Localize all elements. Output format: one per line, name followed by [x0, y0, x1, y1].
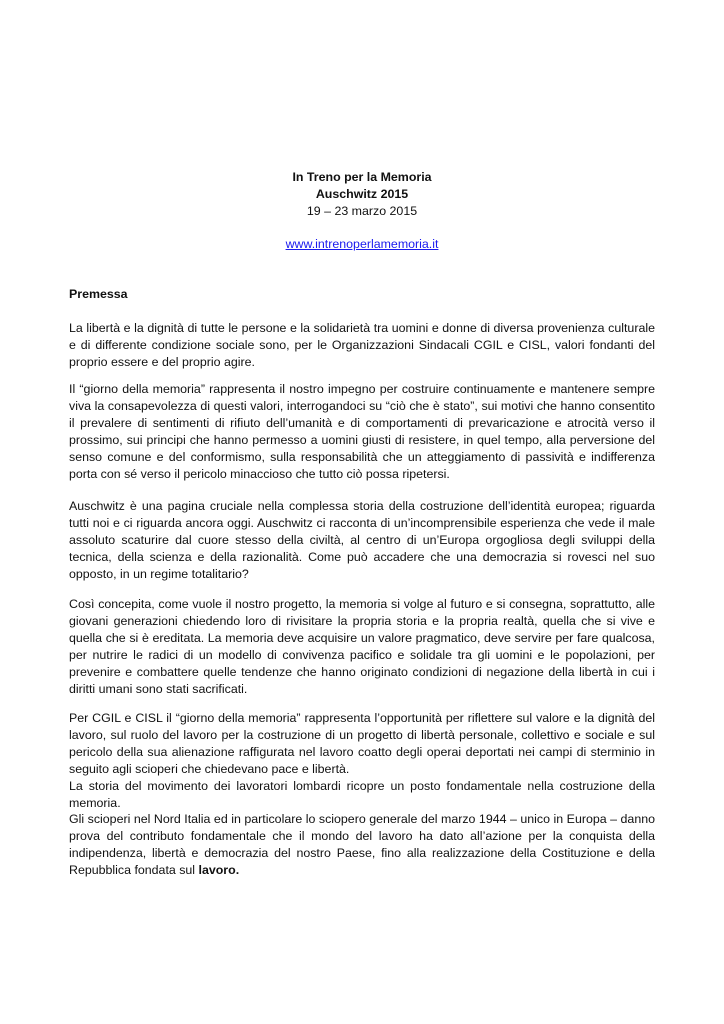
event-dates: 19 – 23 marzo 2015 — [306, 204, 418, 218]
paragraph-2 — [69, 381, 655, 482]
emphasis-word: lavoro. — [198, 863, 240, 878]
paragraph-text: Così concepita, come vuole il nostro progetto, la memoria si volge al futuro e si consegna, soprattutto, alle giovani generazioni chiedendo loro di rivisitare la propria storia e la propria realtà, quella che si vive e quella che si è ereditata. La memoria deve acquisire un valore pragmatico, deve servire per fare qualcosa, per nutrire le radici di un modello di convivenza pacifico e solidale tra gli uomini e le popolazioni, per prevenire e combattere quelle tendenze che hanno originato condizioni di negazione della libertà in cui i diritti umani sono stati sacrificati. — [69, 597, 655, 696]
website-line — [0, 236, 724, 253]
document-header — [0, 169, 724, 220]
paragraph-text-span: Gli scioperi nel Nord Italia ed in particolare lo sciopero generale del marzo 1944 – unico in Europa – danno prova del contributo fondamentale che il mondo del lavoro ha dato all’azione per la conquista della indipendenza, libertà e democrazia del nostro Paese, fino alla realizzazione della Costituzione e della Repubblica fondata sul — [69, 812, 655, 878]
paragraph-5 — [69, 710, 655, 879]
paragraph-text: La libertà e la dignità di tutte le persone e la solidarietà tra uomini e donne di diversa provenienza culturale e di differente condizione sociale sono, per le Organizzazioni Sindacali CGIL e CISL, valori fondanti del proprio essere e del proprio agire. — [69, 321, 655, 369]
paragraph-text: Per CGIL e CISL il “giorno della memoria” rappresenta l’opportunità per riflettere sul valore e la dignità del lavoro, sul ruolo del lavoro per la costruzione di un progetto di libertà personale, collettivo e sociale e sul pericolo della sua alienazione raffigurata nel lavoro coatto degli operai deportati nei campi di sterminio in seguito agli scioperi che chiedevano pace e libertà. — [69, 711, 655, 776]
paragraph-text: La storia del movimento dei lavoratori lombardi ricopre un posto fondamentale nella costruzione della memoria. — [69, 778, 655, 810]
event-title: In Treno per la Memoria — [292, 170, 432, 184]
paragraph-1 — [69, 320, 655, 371]
event-subtitle: Auschwitz 2015 — [315, 187, 409, 201]
website-link[interactable]: www.intrenoperlamemoria.it — [285, 237, 439, 251]
paragraph-3 — [69, 498, 655, 583]
paragraph-4 — [69, 596, 655, 697]
paragraph-text: Il “giorno della memoria” rappresenta il nostro impegno per costruire continuamente e mantenere sempre viva la consapevolezza di questi valori, interrogandoci su “ciò che è stato”, sui motivi che hanno consentito il prevalere di sentimenti di rifiuto dell’umanità e di comportamenti di prevaricazione e atrocità verso il prossimo, sui principi che hanno permesso a uomini giusti di resistere, in quel tempo, alla perversione del senso comune e del conformismo, sulla responsabilità che un atteggiamento di passività e indifferenza porta con sé verso il pericolo minaccioso che tutto ciò possa ripetersi. — [69, 382, 655, 481]
paragraph-text: Auschwitz è una pagina cruciale nella complessa storia della costruzione dell’identità europea; riguarda tutti noi e ci riguarda ancora oggi. Auschwitz ci racconta di un’incomprensibile esperienza che vede il male assoluto scaturire dal cuore stesso della civiltà, al centro di un’Europa orgogliosa degli sviluppi della tecnica, della scienza e della razionalità. Come può accadere che una democrazia si rovesci nel suo opposto, in un regime totalitario? — [69, 499, 655, 581]
section-heading: Premessa — [69, 287, 128, 301]
paragraph-text-final — [69, 811, 655, 879]
